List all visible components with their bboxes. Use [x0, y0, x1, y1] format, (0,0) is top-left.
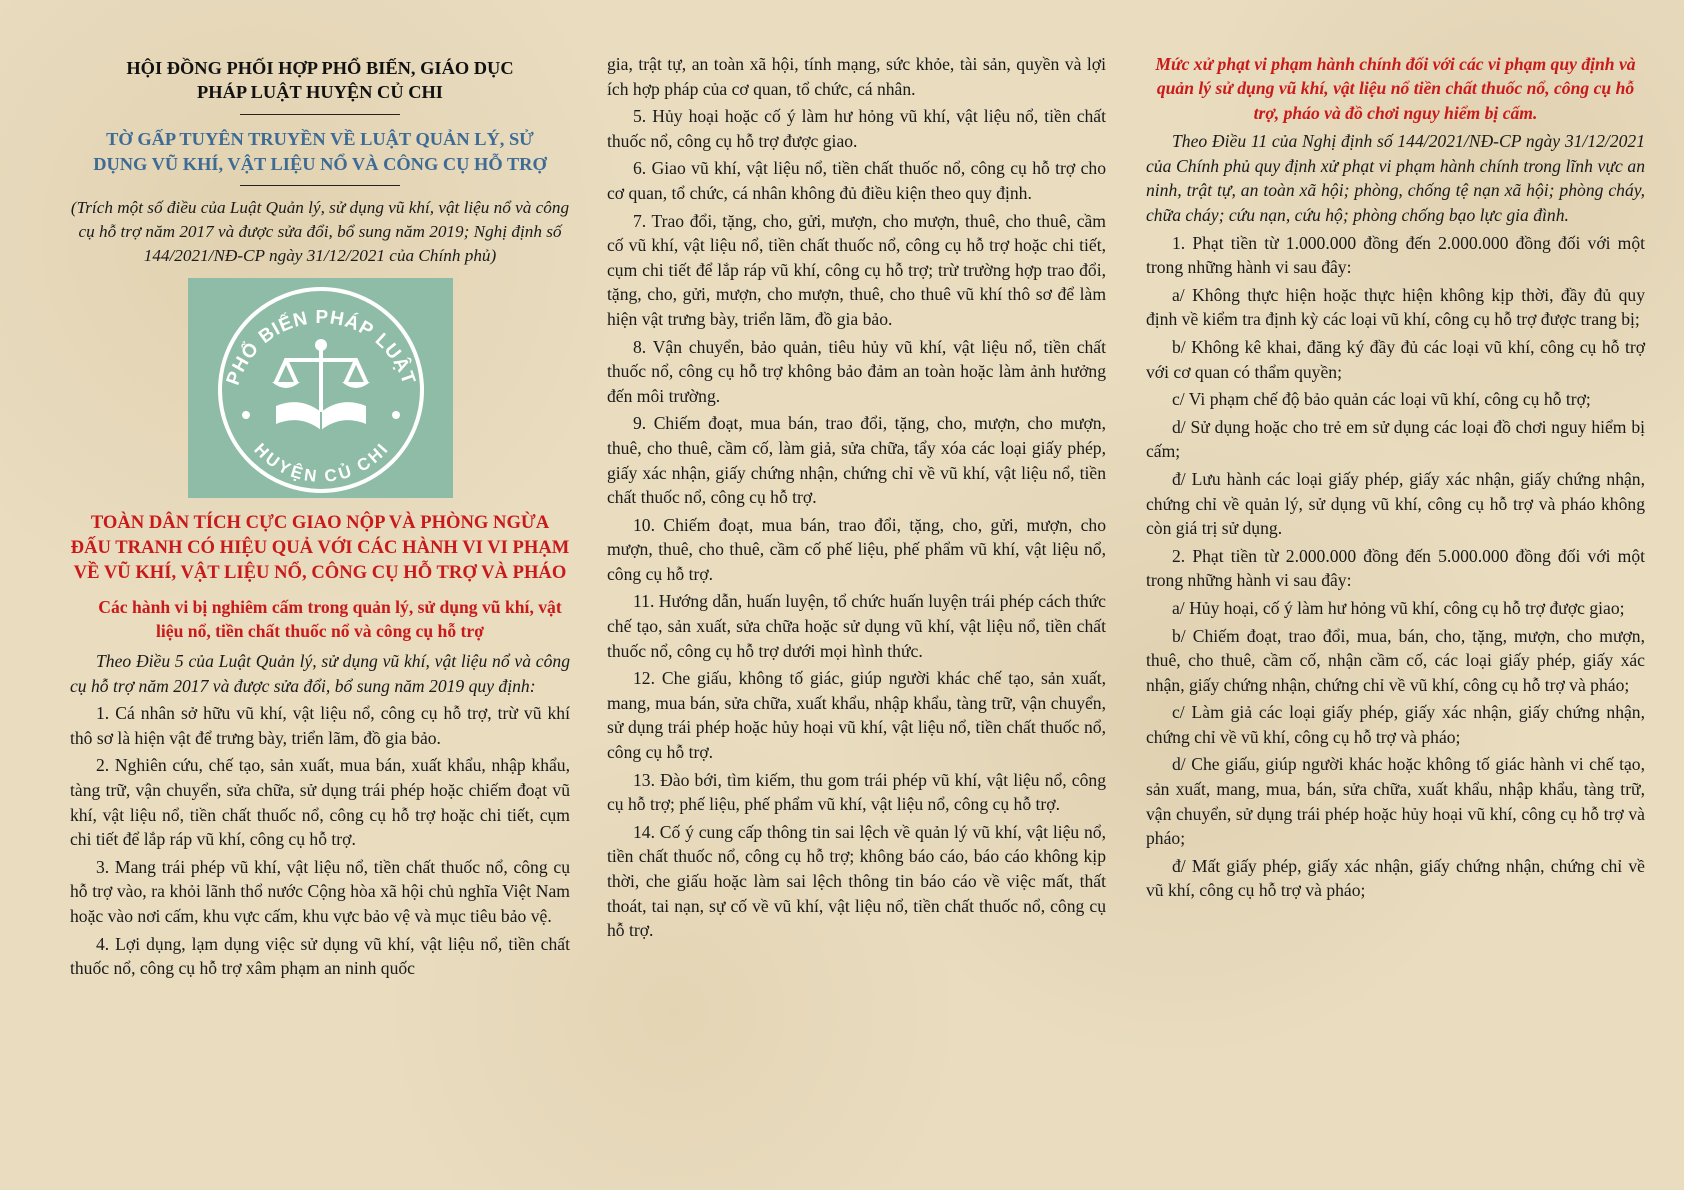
list-item: 4. Lợi dụng, lạm dụng việc sử dụng vũ khí, vật liệu nổ, tiền chất thuốc nổ, công cụ hỗ trợ xâm phạm an ninh quốc: [70, 933, 570, 979]
list-item: c/ Làm giả các loại giấy phép, giấy xác nhận, giấy chứng nhận, chứng chỉ về vũ khí, công cụ hỗ trợ và pháo;: [1146, 702, 1645, 747]
list-item: 1. Cá nhân sở hữu vũ khí, vật liệu nổ, công cụ hỗ trợ, trừ vũ khí thô sơ là hiện vật để trưng bày, triển lãm, đồ gia bảo.: [70, 703, 570, 748]
logo-top-text: PHỔ BIẾN PHÁP LUẬT: [222, 306, 419, 388]
excerpt-note: (Trích một số điều của Luật Quản lý, sử dụng vũ khí, vật liệu nổ và công cụ hỗ trợ năm 2017 và được sửa đổi, bổ sung năm 2019; Nghị định số 144/2021/NĐ-CP ngày 31/12/2021 của Chính phủ): [70, 198, 570, 265]
column-right: [1146, 52, 1645, 906]
list-item: b/ Không kê khai, đăng ký đầy đủ các loại vũ khí, công cụ hỗ trợ với cơ quan có thẩm quyền;: [1146, 336, 1645, 382]
list-item: 12. Che giấu, không tố giác, giúp người khác chế tạo, sản xuất, mang, mua bán, sửa chữa, xuất khẩu, nhập khẩu, tàng trữ, vận chuyển, sử dụng trái phép hoặc hủy hoại vũ khí, vật liệu nổ, tiền chất thuốc nổ, công cụ hỗ trợ.: [607, 668, 1106, 763]
list-item: 9. Chiếm đoạt, mua bán, trao đổi, tặng, cho, mượn, cho mượn, thuê, cho thuê, cầm cố, làm giả, sửa chữa, tẩy xóa các loại giấy phép, giấy xác nhận, giấy chứng nhận, chứng chỉ về vũ khí, vật liệu nổ, tiền chất thuốc nổ, công cụ hỗ trợ.: [607, 413, 1106, 508]
list-item: 6. Giao vũ khí, vật liệu nổ, tiền chất thuốc nổ, công cụ hỗ trợ cho cơ quan, tổ chức, cá nhân không đủ điều kiện theo quy định.: [607, 158, 1106, 203]
list-item: gia, trật tự, an toàn xã hội, tính mạng, sức khỏe, tài sản, quyền và lợi ích hợp pháp của cơ quan, tổ chức, cá nhân.: [607, 54, 1106, 99]
list-item: 3. Mang trái phép vũ khí, vật liệu nổ, tiền chất thuốc nổ, công cụ hỗ trợ vào, ra khỏi lãnh thổ nước Cộng hòa xã hội chủ nghĩa Việt Nam hoặc vào nơi cấm, khu vực cấm, khu vực bảo vệ và mục tiêu bảo vệ.: [70, 856, 570, 926]
article5-intro: Theo Điều 5 của Luật Quản lý, sử dụng vũ khí, vật liệu nổ và công cụ hỗ trợ năm 2017 và được sửa đổi, bổ sung năm 2019 quy định:: [70, 651, 570, 696]
council-name-line2: PHÁP LUẬT HUYỆN CỦ CHI: [197, 82, 443, 102]
list-item: 2. Phạt tiền từ 2.000.000 đồng đến 5.000.000 đồng đối với một trong những hành vi sau đây:: [1146, 545, 1645, 591]
column-left: [70, 52, 570, 984]
list-item: đ/ Mất giấy phép, giấy xác nhận, giấy chứng nhận, chứng chỉ về vũ khí, công cụ hỗ trợ và pháo;: [1146, 855, 1645, 901]
leaflet-title-line1: TỜ GẤP TUYÊN TRUYỀN VỀ LUẬT QUẢN LÝ, SỬ: [106, 129, 534, 149]
legal-dissemination-logo: [188, 278, 453, 498]
council-name-line1: HỘI ĐỒNG PHỐI HỢP PHỔ BIẾN, GIÁO DỤC: [126, 58, 514, 78]
leaflet-title-line2: DỤNG VŨ KHÍ, VẬT LIỆU NỔ VÀ CÔNG CỤ HỖ TRỢ: [93, 154, 547, 174]
list-item: đ/ Lưu hành các loại giấy phép, giấy xác nhận, giấy chứng nhận, chứng chỉ về quản lý, sử dụng vũ khí, công cụ hỗ trợ và pháo không còn giá trị sử dụng.: [1146, 468, 1645, 539]
call-to-action-heading: TOÀN DÂN TÍCH CỰC GIAO NỘP VÀ PHÒNG NGỪA ĐẤU TRANH CÓ HIỆU QUẢ VỚI CÁC HÀNH VI VI PHẠM VỀ VŨ KHÍ, VẬT LIỆU NỔ, CÔNG CỤ HỖ TRỢ VÀ PHÁO: [70, 512, 570, 583]
logo-bottom-text: HUYỆN CỦ CHI: [249, 439, 392, 486]
list-item: d/ Sử dụng hoặc cho trẻ em sử dụng các loại đồ chơi nguy hiểm bị cấm;: [1146, 416, 1645, 462]
list-item: 1. Phạt tiền từ 1.000.000 đồng đến 2.000.000 đồng đối với một trong những hành vi sau đây:: [1146, 232, 1645, 278]
list-item: 7. Trao đổi, tặng, cho, gửi, mượn, cho mượn, thuê, cho thuê, cầm cố vũ khí, vật liệu nổ, tiền chất thuốc nổ, công cụ hỗ trợ hoặc chi tiết, cụm chi tiết để lắp ráp vũ khí, công cụ hỗ trợ; trừ trường hợp trao đổi, tặng, cho, gửi, mượn, cho mượn, thuê, cho thuê vũ khí thô sơ để làm hiện vật trưng bày, triển lãm, đồ gia bảo.: [607, 210, 1106, 329]
list-item: 5. Hủy hoại hoặc cố ý làm hư hỏng vũ khí, vật liệu nổ, tiền chất thuốc nổ, công cụ hỗ trợ được giao.: [607, 106, 1106, 151]
list-item: 11. Hướng dẫn, huấn luyện, tổ chức huấn luyện trái phép cách thức chế tạo, sản xuất, sửa chữa hoặc sử dụng vũ khí, vật liệu nổ, tiền chất thuốc nổ, công cụ hỗ trợ dưới mọi hình thức.: [607, 591, 1106, 661]
list-item: 14. Cố ý cung cấp thông tin sai lệch về quản lý vũ khí, vật liệu nổ, tiền chất thuốc nổ, công cụ hỗ trợ; không báo cáo, báo cáo không kịp thời, che giấu hoặc làm sai lệch thông tin báo cáo về việc mất, thất thoát, tai nạn, sự cố về vũ khí, vật liệu nổ, tiền chất thuốc nổ, công cụ hỗ trợ.: [607, 821, 1106, 941]
list-item: 10. Chiếm đoạt, mua bán, trao đổi, tặng, cho, gửi, mượn, cho mượn, thuê, cho thuê, cầm cố phế liệu, phế phẩm vũ khí, vật liệu nổ, công cụ hỗ trợ.: [607, 514, 1106, 584]
article11-intro: Theo Điều 11 của Nghị định số 144/2021/NĐ-CP ngày 31/12/2021 của Chính phủ quy định xử phạt vi phạm hành chính trong lĩnh vực an ninh, trật tự, an toàn xã hội; phòng, chống tệ nạn xã hội; phòng cháy, chữa cháy; cứu nạn, cứu hộ; phòng chống bạo lực gia đình.: [1146, 131, 1645, 225]
list-item: c/ Vi phạm chế độ bảo quản các loại vũ khí, công cụ hỗ trợ;: [1172, 389, 1591, 410]
list-item: a/ Hủy hoại, cố ý làm hư hỏng vũ khí, công cụ hỗ trợ được giao;: [1172, 597, 1625, 618]
list-item: a/ Không thực hiện hoặc thực hiện không kịp thời, đầy đủ quy định về kiểm tra định kỳ các loại vũ khí, công cụ hỗ trợ được trang bị;: [1146, 284, 1645, 330]
divider: [240, 185, 400, 186]
council-name: [70, 56, 570, 104]
column-middle: [607, 52, 1106, 946]
list-item: 13. Đào bới, tìm kiếm, thu gom trái phép vũ khí, vật liệu nổ, công cụ hỗ trợ; phế liệu, phế phẩm vũ khí, vật liệu nổ, công cụ hỗ trợ.: [607, 769, 1106, 815]
divider: [240, 114, 400, 115]
list-item: 8. Vận chuyển, bảo quản, tiêu hủy vũ khí, vật liệu nổ, tiền chất thuốc nổ, công cụ hỗ trợ không bảo đảm an toàn hoặc làm ảnh hưởng đến môi trường.: [607, 336, 1106, 406]
list-item: b/ Chiếm đoạt, trao đổi, mua, bán, cho, tặng, mượn, cho mượn, thuê, cho thuê, cầm cố, nhận cầm cố, các loại giấy phép, giấy xác nhận, giấy chứng nhận, chứng chỉ về vũ khí, công cụ hỗ trợ và pháo;: [1146, 625, 1645, 695]
leaflet-title: [70, 127, 570, 177]
logo-emblem-icon: [188, 278, 453, 498]
list-item: d/ Che giấu, giúp người khác hoặc không tố giác hành vi chế tạo, sản xuất, mang, mua, bán, sửa chữa, xuất khẩu, nhập khẩu, tàng trữ, vận chuyển, sử dụng trái phép hoặc hủy hoại vũ khí, công cụ hỗ trợ và pháo;: [1146, 754, 1645, 849]
list-item: 2. Nghiên cứu, chế tạo, sản xuất, mua bán, xuất khẩu, nhập khẩu, tàng trữ, vận chuyển, sửa chữa, sử dụng trái phép hoặc chiếm đoạt vũ khí, vật liệu nổ, tiền chất thuốc nổ, công cụ hỗ trợ hoặc chi tiết, cụm chi tiết để lắp ráp vũ khí, công cụ hỗ trợ.: [70, 755, 570, 850]
penalty-heading: Mức xử phạt vi phạm hành chính đối với các vi phạm quy định và quản lý sử dụng vũ khí, vật liệu nổ tiền chất thuốc nổ, công cụ hỗ trợ, pháo và đồ chơi nguy hiểm bị cấm.: [1155, 54, 1636, 123]
prohibited-acts-heading: Các hành vi bị nghiêm cấm trong quản lý, sử dụng vũ khí, vật liệu nổ, tiền chất thuốc nổ và công cụ hỗ trợ: [98, 597, 562, 641]
